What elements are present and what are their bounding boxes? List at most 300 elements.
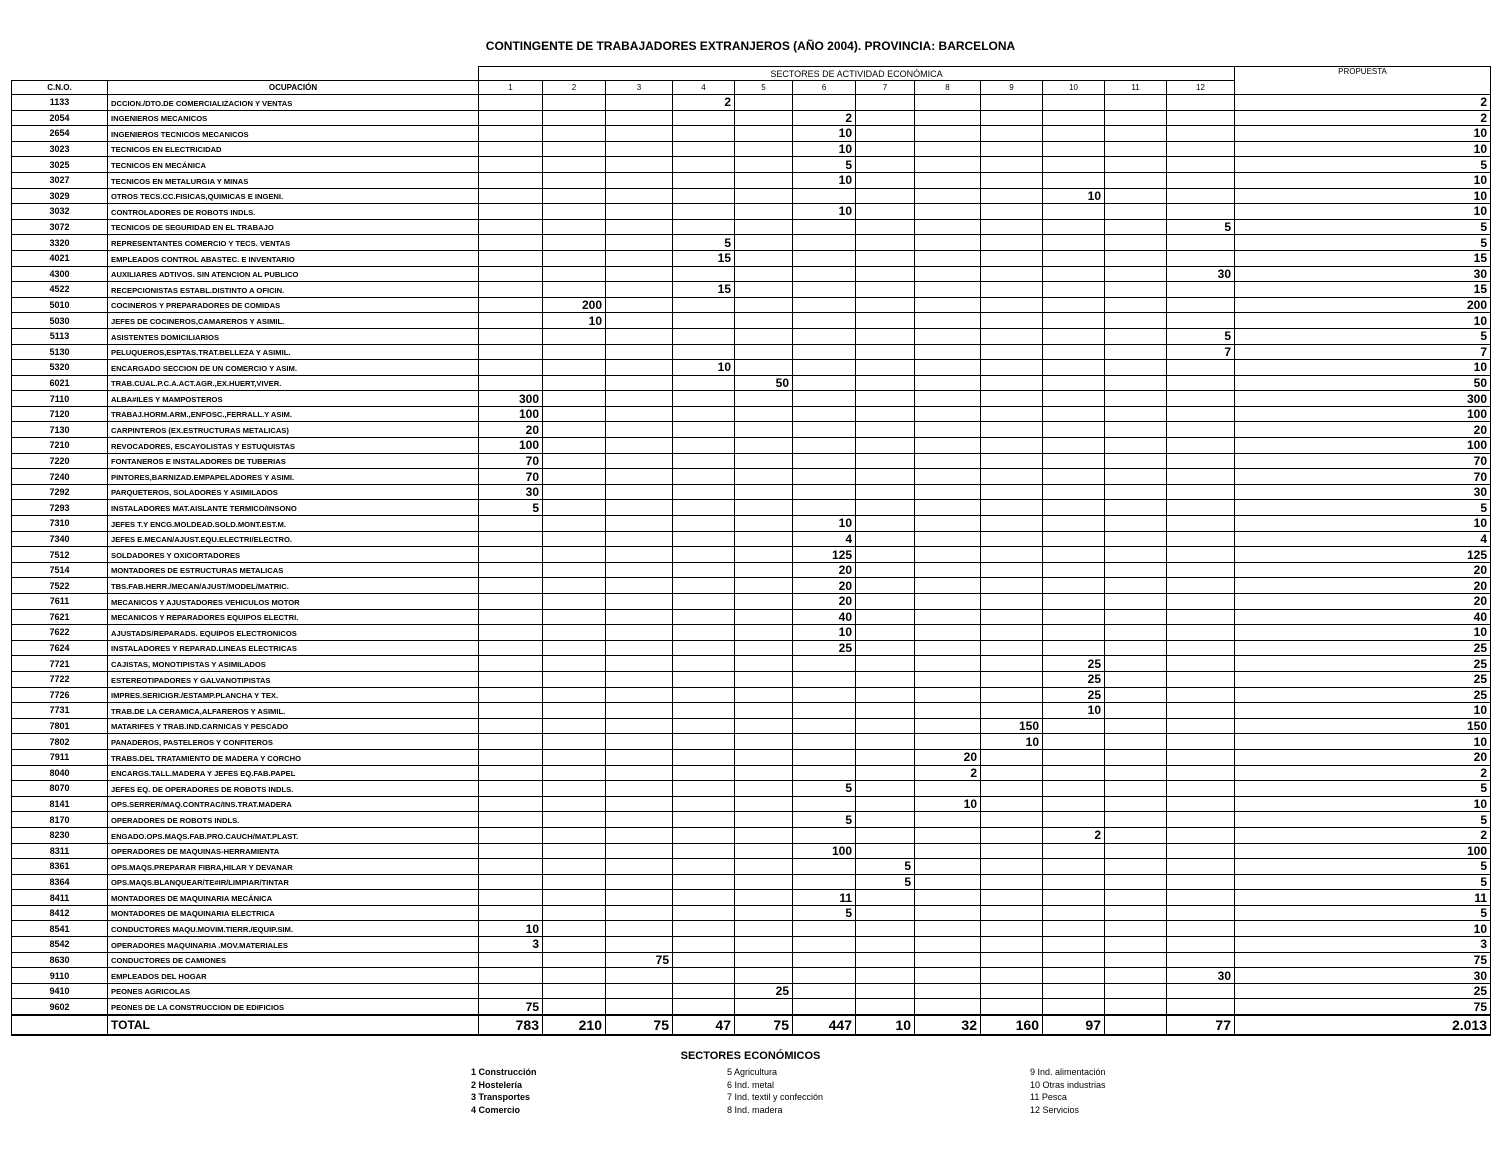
sector-value-cell <box>543 921 606 937</box>
propuesta-cell: 200 <box>1235 297 1491 313</box>
sector-value-cell <box>1167 843 1235 859</box>
sector-value-cell <box>915 438 981 454</box>
propuesta-cell: 5 <box>1235 328 1491 344</box>
cno-cell: 3032 <box>12 204 108 220</box>
occupation-cell: PINTORES,BARNIZAD.EMPAPELADORES Y ASIMI. <box>108 469 479 485</box>
sector-value-cell <box>735 297 793 313</box>
propuesta-cell: 20 <box>1235 594 1491 610</box>
sector-value-cell <box>915 313 981 329</box>
sector-value-cell <box>479 968 543 984</box>
table-row <box>12 531 1491 547</box>
occupation-cell: AJUSTADS/REPARADS. EQUIPOS ELECTRONICOS <box>108 625 479 641</box>
sector-value-cell <box>981 703 1043 719</box>
sector-value-cell <box>1043 843 1105 859</box>
sector-value-cell <box>735 874 793 890</box>
sector-value-cell <box>735 235 793 251</box>
sector-value-cell <box>1105 718 1167 734</box>
sector-value-cell <box>793 687 856 703</box>
cno-cell: 7512 <box>12 547 108 563</box>
sector-value-cell <box>479 640 543 656</box>
sector-value-cell <box>981 905 1043 921</box>
table-row <box>12 656 1491 672</box>
sector-value-cell <box>1167 547 1235 563</box>
sector-value-cell <box>479 827 543 843</box>
sector-value-cell <box>543 547 606 563</box>
sector-value-cell <box>543 656 606 672</box>
sector-value-cell <box>981 391 1043 407</box>
sector-value-cell <box>793 952 856 968</box>
sector-value-cell <box>1043 516 1105 532</box>
sector-value-cell <box>981 687 1043 703</box>
table-row <box>12 297 1491 313</box>
sector-value-cell: 25 <box>1043 671 1105 687</box>
sector-value-cell <box>673 313 735 329</box>
table-row <box>12 640 1491 656</box>
sector-value-cell <box>1105 219 1167 235</box>
cno-cell: 7240 <box>12 469 108 485</box>
sector-value-cell <box>856 952 915 968</box>
sector-value-cell <box>1167 874 1235 890</box>
sector-value-cell <box>735 999 793 1015</box>
cno-cell: 3029 <box>12 188 108 204</box>
occupation-cell: MECANICOS Y AJUSTADORES VEHICULOS MOTOR <box>108 594 479 610</box>
propuesta-cell: 10 <box>1235 796 1491 812</box>
sector-value-cell <box>606 827 673 843</box>
sector-value-cell <box>735 656 793 672</box>
table-row <box>12 219 1491 235</box>
occupation-cell: PEONES AGRICOLAS <box>108 983 479 999</box>
sector-value-cell <box>981 297 1043 313</box>
propuesta-cell: 100 <box>1235 406 1491 422</box>
sector-value-cell <box>915 141 981 157</box>
sector-value-cell <box>479 594 543 610</box>
sector-value-cell <box>479 531 543 547</box>
sector-value-cell <box>1167 656 1235 672</box>
sector-value-cell <box>915 625 981 641</box>
occupation-cell: FONTANEROS E INSTALADORES DE TUBERIAS <box>108 453 479 469</box>
sector-value-cell <box>856 905 915 921</box>
sector-value-cell <box>856 843 915 859</box>
sector-value-cell <box>673 905 735 921</box>
table-row <box>12 313 1491 329</box>
sector-value-cell <box>735 921 793 937</box>
sector-value-cell <box>915 110 981 126</box>
sector-value-cell: 10 <box>793 141 856 157</box>
sector-value-cell <box>1043 95 1105 111</box>
sector-value-cell <box>1105 781 1167 797</box>
occupation-cell: TRAB.CUAL.P.C.A.ACT.AGR.,EX.HUERT,VIVER. <box>108 375 479 391</box>
sector-value-cell <box>479 734 543 750</box>
propuesta-header: PROPUESTA <box>1235 67 1491 95</box>
sector-value-cell <box>915 219 981 235</box>
cno-cell: 7120 <box>12 406 108 422</box>
sector-value-cell <box>915 406 981 422</box>
sector-value-cell <box>981 344 1043 360</box>
sector-value-cell <box>606 718 673 734</box>
legend-title: SECTORES ECONÓMICOS <box>680 1050 821 1062</box>
occupation-cell: SOLDADORES Y OXICORTADORES <box>108 547 479 563</box>
sector-value-cell <box>1167 890 1235 906</box>
sector-value-cell <box>543 640 606 656</box>
cno-cell: 7722 <box>12 671 108 687</box>
sector-value-cell <box>606 95 673 111</box>
sector-value-cell: 20 <box>793 562 856 578</box>
sector-value-cell <box>673 219 735 235</box>
sector-value-cell <box>856 937 915 953</box>
sector-value-cell <box>856 422 915 438</box>
cno-cell: 7220 <box>12 453 108 469</box>
table-row <box>12 999 1491 1015</box>
sector-value-cell <box>793 718 856 734</box>
sector-value-cell <box>915 360 981 376</box>
sector-value-cell <box>1043 921 1105 937</box>
occupation-cell: INSTALADORES MAT.AISLANTE TERMICO/INSONO <box>108 500 479 516</box>
sector-value-cell <box>981 469 1043 485</box>
sector-value-cell <box>673 703 735 719</box>
propuesta-cell: 300 <box>1235 391 1491 407</box>
sector-value-cell <box>1043 765 1105 781</box>
sector-value-cell <box>479 765 543 781</box>
sector-value-cell <box>1105 890 1167 906</box>
sector-value-cell <box>1105 578 1167 594</box>
sector-value-cell <box>1167 859 1235 875</box>
sector-value-cell <box>856 625 915 641</box>
occupation-cell: PELUQUEROS,ESPTAS.TRAT.BELLEZA Y ASIMIL. <box>108 344 479 360</box>
cno-cell: 8141 <box>12 796 108 812</box>
propuesta-cell: 10 <box>1235 172 1491 188</box>
sector-value-cell <box>793 360 856 376</box>
sector-value-cell <box>735 609 793 625</box>
propuesta-cell: 15 <box>1235 250 1491 266</box>
sector-value-cell <box>543 484 606 500</box>
sector-value-cell <box>981 765 1043 781</box>
propuesta-cell: 10 <box>1235 141 1491 157</box>
sector-value-cell <box>735 360 793 376</box>
sector-value-cell <box>1105 282 1167 298</box>
sector-value-cell <box>673 344 735 360</box>
table-row <box>12 438 1491 454</box>
table-row <box>12 562 1491 578</box>
total-sector-cell: 97 <box>1043 1015 1105 1035</box>
sector-value-cell <box>1167 594 1235 610</box>
sector-value-cell <box>673 812 735 828</box>
sector-value-cell <box>1043 562 1105 578</box>
table-row <box>12 172 1491 188</box>
sector-value-cell <box>915 734 981 750</box>
sector-value-cell <box>1043 812 1105 828</box>
propuesta-cell: 70 <box>1235 453 1491 469</box>
occupation-cell: PEONES DE LA CONSTRUCCION DE EDIFICIOS <box>108 999 479 1015</box>
legend-item: 5 Agricultura <box>727 1067 778 1077</box>
cno-cell: 2654 <box>12 126 108 142</box>
sector-value-cell <box>1043 266 1105 282</box>
sector-value-cell <box>735 812 793 828</box>
table-row <box>12 718 1491 734</box>
cno-cell: 4300 <box>12 266 108 282</box>
sector-value-cell <box>1105 952 1167 968</box>
sector-value-cell <box>1105 172 1167 188</box>
sector-value-cell <box>1105 484 1167 500</box>
cno-cell: 7110 <box>12 391 108 407</box>
sector-value-cell <box>606 687 673 703</box>
cno-cell: 7611 <box>12 594 108 610</box>
legend-item: 6 Ind. metal <box>727 1079 775 1090</box>
sector-value-cell <box>1043 781 1105 797</box>
sector-value-cell <box>1105 250 1167 266</box>
sector-value-cell <box>1043 235 1105 251</box>
sector-value-cell <box>1105 157 1167 173</box>
sector-value-cell <box>606 874 673 890</box>
propuesta-cell: 5 <box>1235 157 1491 173</box>
propuesta-cell: 10 <box>1235 921 1491 937</box>
propuesta-cell: 7 <box>1235 344 1491 360</box>
sector-value-cell <box>673 796 735 812</box>
propuesta-cell: 70 <box>1235 469 1491 485</box>
sector-value-cell <box>856 671 915 687</box>
sector-value-cell <box>1167 671 1235 687</box>
cno-cell: 3320 <box>12 235 108 251</box>
sector-value-cell <box>543 500 606 516</box>
sector-value-cell <box>981 781 1043 797</box>
sector-value-cell <box>543 126 606 142</box>
sector-value-cell <box>606 110 673 126</box>
sector-value-cell <box>1043 328 1105 344</box>
propuesta-cell: 75 <box>1235 999 1491 1015</box>
sector-value-cell <box>915 890 981 906</box>
sector-value-cell <box>1167 188 1235 204</box>
sector-value-cell <box>856 438 915 454</box>
sector-value-cell <box>1043 219 1105 235</box>
sector-value-cell <box>543 469 606 485</box>
sector-value-cell <box>479 188 543 204</box>
sector-value-cell <box>735 422 793 438</box>
sector-value-cell <box>1167 360 1235 376</box>
sector-value-cell <box>735 640 793 656</box>
sector-value-cell <box>856 687 915 703</box>
sector-value-cell <box>606 547 673 563</box>
sector-value-cell <box>1043 406 1105 422</box>
sector-value-cell <box>793 703 856 719</box>
sector-value-cell <box>1105 609 1167 625</box>
sector-value-cell <box>981 188 1043 204</box>
cno-cell: 6021 <box>12 375 108 391</box>
sector-value-cell <box>479 749 543 765</box>
sector-value-cell <box>793 983 856 999</box>
sector-value-cell <box>1167 484 1235 500</box>
sector-value-cell <box>543 687 606 703</box>
sector-value-cell: 300 <box>479 391 543 407</box>
table-row <box>12 250 1491 266</box>
propuesta-cell: 5 <box>1235 874 1491 890</box>
sector-value-cell <box>856 110 915 126</box>
sector-value-cell <box>1167 391 1235 407</box>
sector-value-cell <box>856 718 915 734</box>
sector-value-cell <box>606 640 673 656</box>
sector-value-cell <box>543 110 606 126</box>
propuesta-cell: 2 <box>1235 110 1491 126</box>
sector-value-cell <box>1167 453 1235 469</box>
sector-value-cell <box>915 375 981 391</box>
total-sector-cell: 160 <box>981 1015 1043 1035</box>
sector-number-header: 12 <box>1167 81 1235 95</box>
propuesta-cell: 20 <box>1235 562 1491 578</box>
sector-value-cell <box>606 328 673 344</box>
sector-value-cell <box>793 297 856 313</box>
sector-value-cell: 100 <box>793 843 856 859</box>
page-title: CONTINGENTE DE TRABAJADORES EXTRANJEROS (AÑO 2004). PROVINCIA: BARCELONA <box>485 39 1016 53</box>
sector-value-cell <box>915 999 981 1015</box>
cno-cell: 7802 <box>12 734 108 750</box>
sector-value-cell <box>915 344 981 360</box>
sector-value-cell <box>1167 438 1235 454</box>
table-row <box>12 703 1491 719</box>
sector-value-cell <box>1043 547 1105 563</box>
sector-value-cell <box>793 235 856 251</box>
sector-value-cell <box>1105 313 1167 329</box>
sector-value-cell <box>543 781 606 797</box>
cno-cell: 2054 <box>12 110 108 126</box>
sector-value-cell <box>915 968 981 984</box>
occupation-cell: CAJISTAS, MONOTIPISTAS Y ASIMILADOS <box>108 656 479 672</box>
table-row <box>12 375 1491 391</box>
sector-value-cell <box>1043 594 1105 610</box>
table-row <box>12 609 1491 625</box>
sector-value-cell <box>1043 531 1105 547</box>
sector-value-cell <box>479 313 543 329</box>
sector-value-cell <box>856 890 915 906</box>
sector-value-cell <box>1167 781 1235 797</box>
cno-cell: 7130 <box>12 422 108 438</box>
sector-value-cell <box>673 718 735 734</box>
propuesta-cell: 5 <box>1235 500 1491 516</box>
sector-value-cell: 50 <box>735 375 793 391</box>
table-row <box>12 952 1491 968</box>
table-row <box>12 235 1491 251</box>
sector-value-cell <box>793 266 856 282</box>
sector-value-cell <box>479 874 543 890</box>
sector-value-cell <box>793 95 856 111</box>
sector-value-cell <box>673 781 735 797</box>
propuesta-cell: 11 <box>1235 890 1491 906</box>
propuesta-cell: 20 <box>1235 749 1491 765</box>
occupation-cell: JEFES DE COCINEROS,CAMAREROS Y ASIMIL. <box>108 313 479 329</box>
cno-cell: 7726 <box>12 687 108 703</box>
sector-value-cell <box>915 391 981 407</box>
sector-value-cell <box>793 188 856 204</box>
sector-value-cell <box>1105 937 1167 953</box>
sector-value-cell <box>1043 718 1105 734</box>
sector-value-cell <box>981 921 1043 937</box>
sector-value-cell <box>856 469 915 485</box>
sector-value-cell <box>856 484 915 500</box>
sector-value-cell <box>793 282 856 298</box>
sector-value-cell <box>673 110 735 126</box>
table-row <box>12 578 1491 594</box>
sector-value-cell <box>543 983 606 999</box>
sector-value-cell <box>479 219 543 235</box>
sector-value-cell <box>915 827 981 843</box>
sector-value-cell <box>915 95 981 111</box>
sector-value-cell <box>735 313 793 329</box>
legend-item: 2 Hostelería <box>471 1079 523 1090</box>
table-row <box>12 734 1491 750</box>
occupation-cell: OPERADORES MAQUINARIA .MOV.MATERIALES <box>108 937 479 953</box>
sector-value-cell <box>1167 313 1235 329</box>
sector-value-cell <box>856 157 915 173</box>
sector-value-cell <box>1105 625 1167 641</box>
sector-value-cell: 25 <box>793 640 856 656</box>
cno-cell: 3072 <box>12 219 108 235</box>
sector-value-cell <box>915 516 981 532</box>
sector-value-cell: 10 <box>793 516 856 532</box>
sector-value-cell <box>1167 640 1235 656</box>
table-row <box>12 843 1491 859</box>
sector-value-cell <box>981 952 1043 968</box>
sector-value-cell <box>1105 968 1167 984</box>
sector-value-cell <box>735 453 793 469</box>
sector-value-cell <box>793 391 856 407</box>
table-row <box>12 625 1491 641</box>
sector-value-cell <box>915 609 981 625</box>
sector-value-cell: 125 <box>793 547 856 563</box>
sector-value-cell <box>856 812 915 828</box>
sector-value-cell <box>479 266 543 282</box>
sector-value-cell <box>981 95 1043 111</box>
table-row <box>12 188 1491 204</box>
sector-value-cell <box>479 157 543 173</box>
sector-value-cell <box>981 141 1043 157</box>
sector-value-cell <box>543 422 606 438</box>
sector-value-cell <box>981 547 1043 563</box>
sector-value-cell <box>479 859 543 875</box>
sector-value-cell <box>673 126 735 142</box>
sector-value-cell <box>606 172 673 188</box>
sector-value-cell <box>915 703 981 719</box>
sector-value-cell <box>1105 749 1167 765</box>
cno-cell: 8630 <box>12 952 108 968</box>
sector-value-cell <box>673 937 735 953</box>
sector-value-cell <box>1167 297 1235 313</box>
propuesta-cell: 15 <box>1235 282 1491 298</box>
cno-cell: 8542 <box>12 937 108 953</box>
sector-value-cell <box>1043 609 1105 625</box>
sector-value-cell <box>856 235 915 251</box>
sector-value-cell <box>543 874 606 890</box>
cno-cell: 5030 <box>12 313 108 329</box>
propuesta-cell: 40 <box>1235 609 1491 625</box>
sector-value-cell <box>673 656 735 672</box>
sector-number-header: 8 <box>915 81 981 95</box>
sector-value-cell <box>915 157 981 173</box>
sector-value-cell <box>543 562 606 578</box>
sector-value-cell: 2 <box>915 765 981 781</box>
total-sector-cell: 75 <box>735 1015 793 1035</box>
cno-cell: 5320 <box>12 360 108 376</box>
sector-value-cell <box>735 578 793 594</box>
sector-value-cell: 10 <box>543 313 606 329</box>
sector-value-cell <box>915 718 981 734</box>
table-row <box>12 422 1491 438</box>
sector-value-cell <box>606 516 673 532</box>
sector-value-cell <box>606 250 673 266</box>
sector-value-cell <box>915 282 981 298</box>
sector-value-cell <box>735 781 793 797</box>
sector-value-cell <box>1105 921 1167 937</box>
propuesta-cell: 10 <box>1235 188 1491 204</box>
sector-value-cell <box>1043 734 1105 750</box>
sector-value-cell <box>735 516 793 532</box>
table-row <box>12 905 1491 921</box>
